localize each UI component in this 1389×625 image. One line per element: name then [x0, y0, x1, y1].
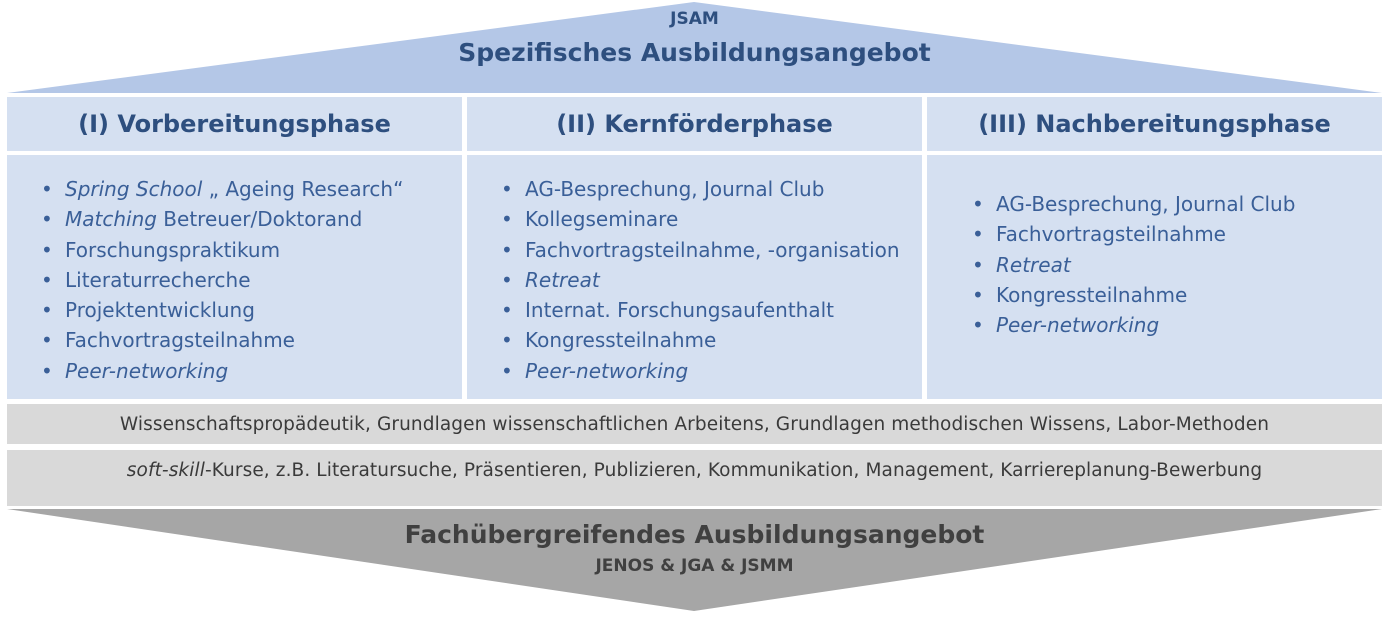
phase-3-list [972, 189, 1382, 340]
list-item: • Peer-networking [41, 358, 229, 383]
phase-3-heading: (III) Nachbereitungsphase [927, 97, 1382, 151]
phase-1-heading: (I) Vorbereitungsphase [7, 97, 462, 151]
phase-2-heading: (II) Kernförderphase [467, 97, 922, 151]
list-item: • Matching Betreuer/Doktorand [41, 207, 363, 232]
softskill-bar [7, 450, 1382, 506]
list-item: • Literaturrecherche [41, 267, 251, 292]
bottom-subtitle: JENOS & JGA & JSMM [595, 556, 794, 576]
list-item: • Retreat [972, 252, 1071, 277]
list-item: • AG-Besprechung, Journal Club [972, 192, 1296, 216]
softskill-italic-text: soft-skill [126, 460, 205, 481]
list-item: • Forschungspraktikum [41, 237, 281, 262]
list-item: • Kongressteilnahme [972, 282, 1188, 307]
list-item: • AG-Besprechung, Journal Club [501, 177, 825, 201]
list-item: • Projektentwicklung [41, 298, 255, 323]
list-item: • Retreat [501, 267, 600, 292]
methods-bar [7, 404, 1382, 444]
top-title: Spezifisches Ausbildungsangebot [458, 38, 931, 67]
list-item: • Fachvortragsteilnahme, -organisation [501, 237, 900, 262]
list-item: • Kollegseminare [501, 207, 679, 232]
list-item: • Internat. Forschungsaufenthalt [501, 298, 835, 323]
phase-3-list-box [927, 155, 1382, 399]
methods-text: Wissenschaftspropädeutik, Grundlagen wissenschaftlichen Arbeitens, Grundlagen methodischen Wissens, Labor-Methoden [119, 413, 1270, 435]
list-item: • Peer-networking [501, 358, 689, 383]
list-item: • Fachvortragsteilnahme [41, 328, 295, 353]
list-item: • Spring School „ Ageing Research“ [41, 177, 404, 201]
phase-2-list-box [467, 155, 922, 399]
top-subtitle: JSAM [670, 9, 719, 29]
bottom-title: Fachübergreifendes Ausbildungsangebot [404, 520, 985, 549]
list-item: • Kongressteilnahme [501, 328, 717, 353]
phase-1-list [41, 174, 462, 386]
phase-1-list-box [7, 155, 462, 399]
phase-2-list [501, 174, 922, 386]
list-item: • Fachvortragsteilnahme [972, 222, 1226, 247]
list-item: • Peer-networking [972, 313, 1160, 338]
softskill-text: -Kurse, z.B. Literatursuche, Präsentieren, Publizieren, Kommunikation, Management, Karriereplanung-Bewerbung [204, 460, 1263, 481]
